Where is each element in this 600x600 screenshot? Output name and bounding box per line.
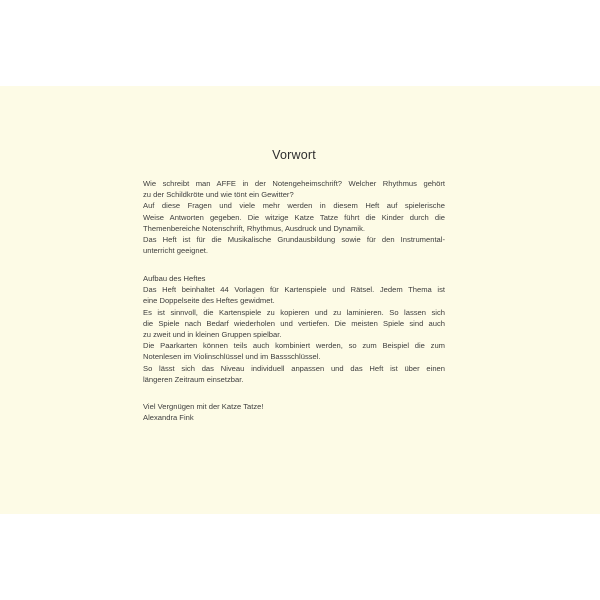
page-title: Vorwort	[272, 148, 316, 162]
section-line: So lässt sich das Niveau individuell anpassen und das Heft ist über einen	[143, 363, 445, 373]
closing-block	[143, 401, 445, 423]
intro-line: Weise Antworten gegeben. Die witzige Katze Tatze führt die Kinder durch die	[143, 212, 445, 222]
intro-line: Das Heft ist für die Musikalische Grundausbildung sowie für den Instrumental-	[143, 234, 445, 244]
section-line: längeren Zeitraum einsetzbar.	[143, 374, 244, 384]
closing-text: Viel Vergnügen mit der Katze Tatze!	[143, 402, 264, 411]
intro-line: unterricht geeignet.	[143, 246, 209, 256]
section-line: Das Heft beinhaltet 44 Vorlagen für Kartenspiele und Rätsel. Jedem Thema ist	[143, 285, 445, 295]
intro-line: Auf diese Fragen und viele mehr werden in diesem Heft auf spielerische	[143, 201, 445, 211]
section-line: Die Paarkarten können teils auch kombiniert werden, so zum Beispiel die zum	[143, 341, 445, 351]
intro-paragraph	[143, 178, 445, 256]
section-line: eine Doppelseite des Heftes gewidmet.	[143, 296, 275, 306]
intro-line: Themenbereiche Notenschrift, Rhythmus, Ausdruck und Dynamik.	[143, 223, 366, 233]
section-line: zu zweit und in kleinen Gruppen spielbar.	[143, 329, 282, 339]
section-paragraph	[143, 273, 445, 385]
intro-line: zu der Schildkröte und wie tönt ein Gewitter?	[143, 190, 294, 200]
section-line: Notenlesen im Violinschlüssel und im Bassschlüssel.	[143, 352, 321, 362]
section-line: die Spiele nach Bedarf wiederholen und vertiefen. Die meisten Spiele sind auch	[143, 318, 445, 328]
section-heading: Aufbau des Heftes	[143, 274, 206, 283]
section-line: Es ist sinnvoll, die Kartenspiele zu kopieren und zu laminieren. So lassen sich	[143, 307, 445, 317]
author-name: Alexandra Fink	[143, 413, 194, 423]
intro-line: Wie schreibt man AFFE in der Notengeheimschrift? Welcher Rhythmus gehört	[143, 179, 445, 188]
